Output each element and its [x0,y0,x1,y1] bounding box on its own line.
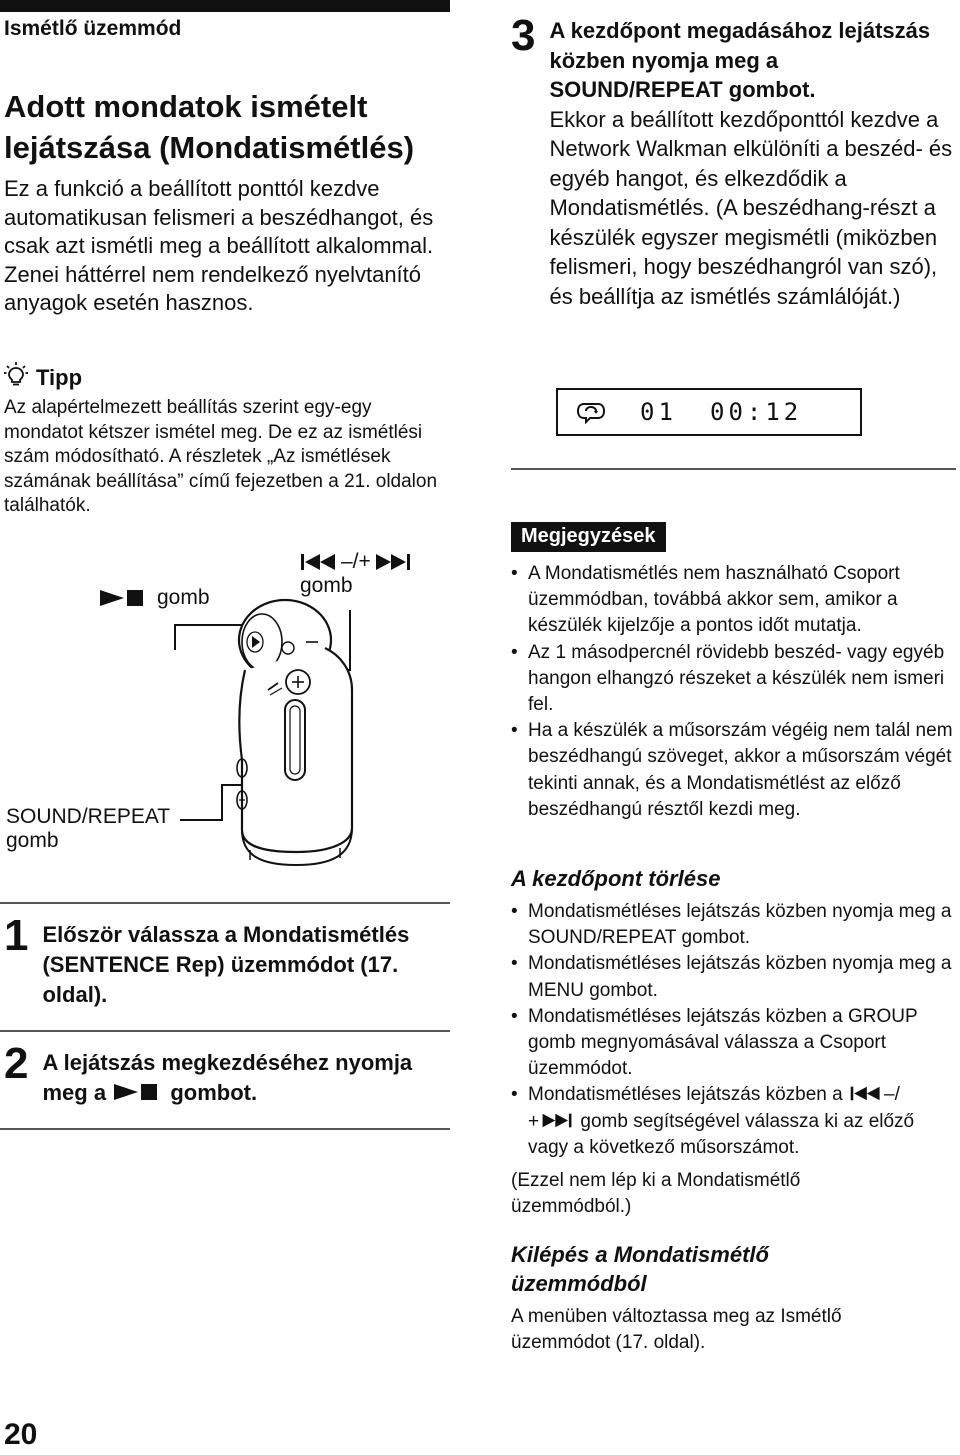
step-number: 1 [4,911,29,960]
divider [0,1128,450,1130]
tip-heading-text: Tipp [36,365,83,390]
step-3-body [549,16,956,311]
play-button-label-text: gomb [157,586,210,609]
page-title: Adott mondatok ismételt lejátszása (Mondatismétlés) [4,89,415,165]
step-text: Először válassza a Mondatismétlés (SENTENCE Rep) üzemmódot (17. oldal). [42,922,410,1007]
list-item: • A Mondatismétlés nem használható Csoport üzemmódban, továbbá akkor sem, amikor a készülék kijelzője a pontos időt mutatja. [511,561,956,640]
elapsed-time: 00:12 [710,398,803,426]
list-item: • Mondatismétléses lejátszás közben a GROUP gomb megnyomásával válassza a Csoport üzemmódot. [511,1004,959,1083]
exit-section-heading: Kilépés a Mondatismétlő üzemmódból [511,1242,769,1296]
section-label: Ismétlő üzemmód [4,17,182,40]
notes-badge: Megjegyzések [511,522,666,552]
divider [511,468,956,470]
list-item: • Mondatismétléses lejátszás közben nyomja meg a MENU gombot. [511,951,959,1003]
list-item: • Az 1 másodpercnél rövidebb beszéd- vagy egyéb hangon elhangzó részeket a készülék nem ismeri fel. [511,640,956,719]
sentence-repeat-icon [576,400,606,424]
exit-section-text: A menüben változtassa meg az Ismétlő üzemmódot (17. oldal). [511,1306,842,1354]
tip-heading [4,362,82,394]
list-item-text-post: gomb segítségével válassza ki az előző vagy a következő műsorszámot. [528,1110,915,1158]
device-figure [0,530,460,890]
page-number: 20 [4,1418,38,1451]
skip-button-label-text: gomb [300,574,353,597]
next-icon [539,1112,575,1129]
sound-repeat-label-line1: SOUND/REPEAT [6,805,171,828]
step-3-bold-text: A kezdőpont megadásához lejátszás közben nyomja meg a SOUND/REPEAT gombot. [549,18,931,102]
intro-paragraph: Ez a funkció a beállított ponttól kezdve automatikusan felismeri a beszédhangot, és csak azt ismétli meg a beállított alkalommal. Zenei háttérrel nem rendelkező nyelvtanító anyagok esetén hasznos. [4,176,434,315]
step-3-text: Ekkor a beállított kezdőponttól kezdve a Network Walkman elkülöníti a beszéd- és egyéb hangot, és elkezdődik a Mondatismétlés. (A beszédhang-részt a készülék egyszer megismétli (miközben felismeri, hogy beszédhangról van szó), és beállítja az ismétlés számlálóját.) [549,106,953,309]
notes-list [511,561,956,823]
tip-body: Az alapértelmezett beállítás szerint egy-egy mondatot kétszer ismétel meg. De ez az ismétlési szám módosítható. A részletek „Az ismétlések számának beállítása” című fejezetben a 21. oldalon találhatók. [4,397,438,516]
step-2 [4,1039,449,1108]
skip-minus-plus-text: –/+ [341,550,371,573]
list-item-text-plus: + [528,1110,540,1132]
lightbulb-icon [4,362,28,394]
step-2-text-pre: A lejátszás megkezdéséhez nyomja meg a [42,1050,413,1105]
section-header-bar [0,0,450,12]
clear-section-note: (Ezzel nem lép ki a Mondatismétlő üzemmódból.) [511,1170,801,1218]
clear-section-heading: A kezdőpont törlése [511,866,721,891]
previous-icon [848,1085,884,1102]
clear-section-list [511,899,959,1161]
step-number: 3 [511,11,536,60]
lcd-display [556,388,862,436]
divider [0,1030,450,1032]
sound-repeat-label-line2: gomb [6,829,59,852]
step-1 [4,911,449,1010]
divider [0,902,450,904]
list-item: • Ha a készülék a műsorszám végéig nem talál nem beszédhangú szöveget, akkor a műsorszám végét tekinti annak, és a Mondatismétlést az előző beszédhangú résztől kezdi meg. [511,718,956,823]
list-item-text-mid: –/ [884,1084,900,1106]
repeat-count: 01 [640,398,677,426]
play-stop-icon [112,1082,164,1102]
list-item: • Mondatismétléses lejátszás közben nyomja meg a SOUND/REPEAT gombot. [511,899,959,951]
step-2-text-post: gombot. [170,1080,258,1105]
list-item-text-pre: Mondatismétléses lejátszás közben a [528,1084,843,1106]
step-text [42,1048,449,1108]
step-3 [511,11,956,311]
list-item [511,1082,959,1161]
walkman-device-drawing [0,530,460,890]
step-number: 2 [4,1039,29,1088]
